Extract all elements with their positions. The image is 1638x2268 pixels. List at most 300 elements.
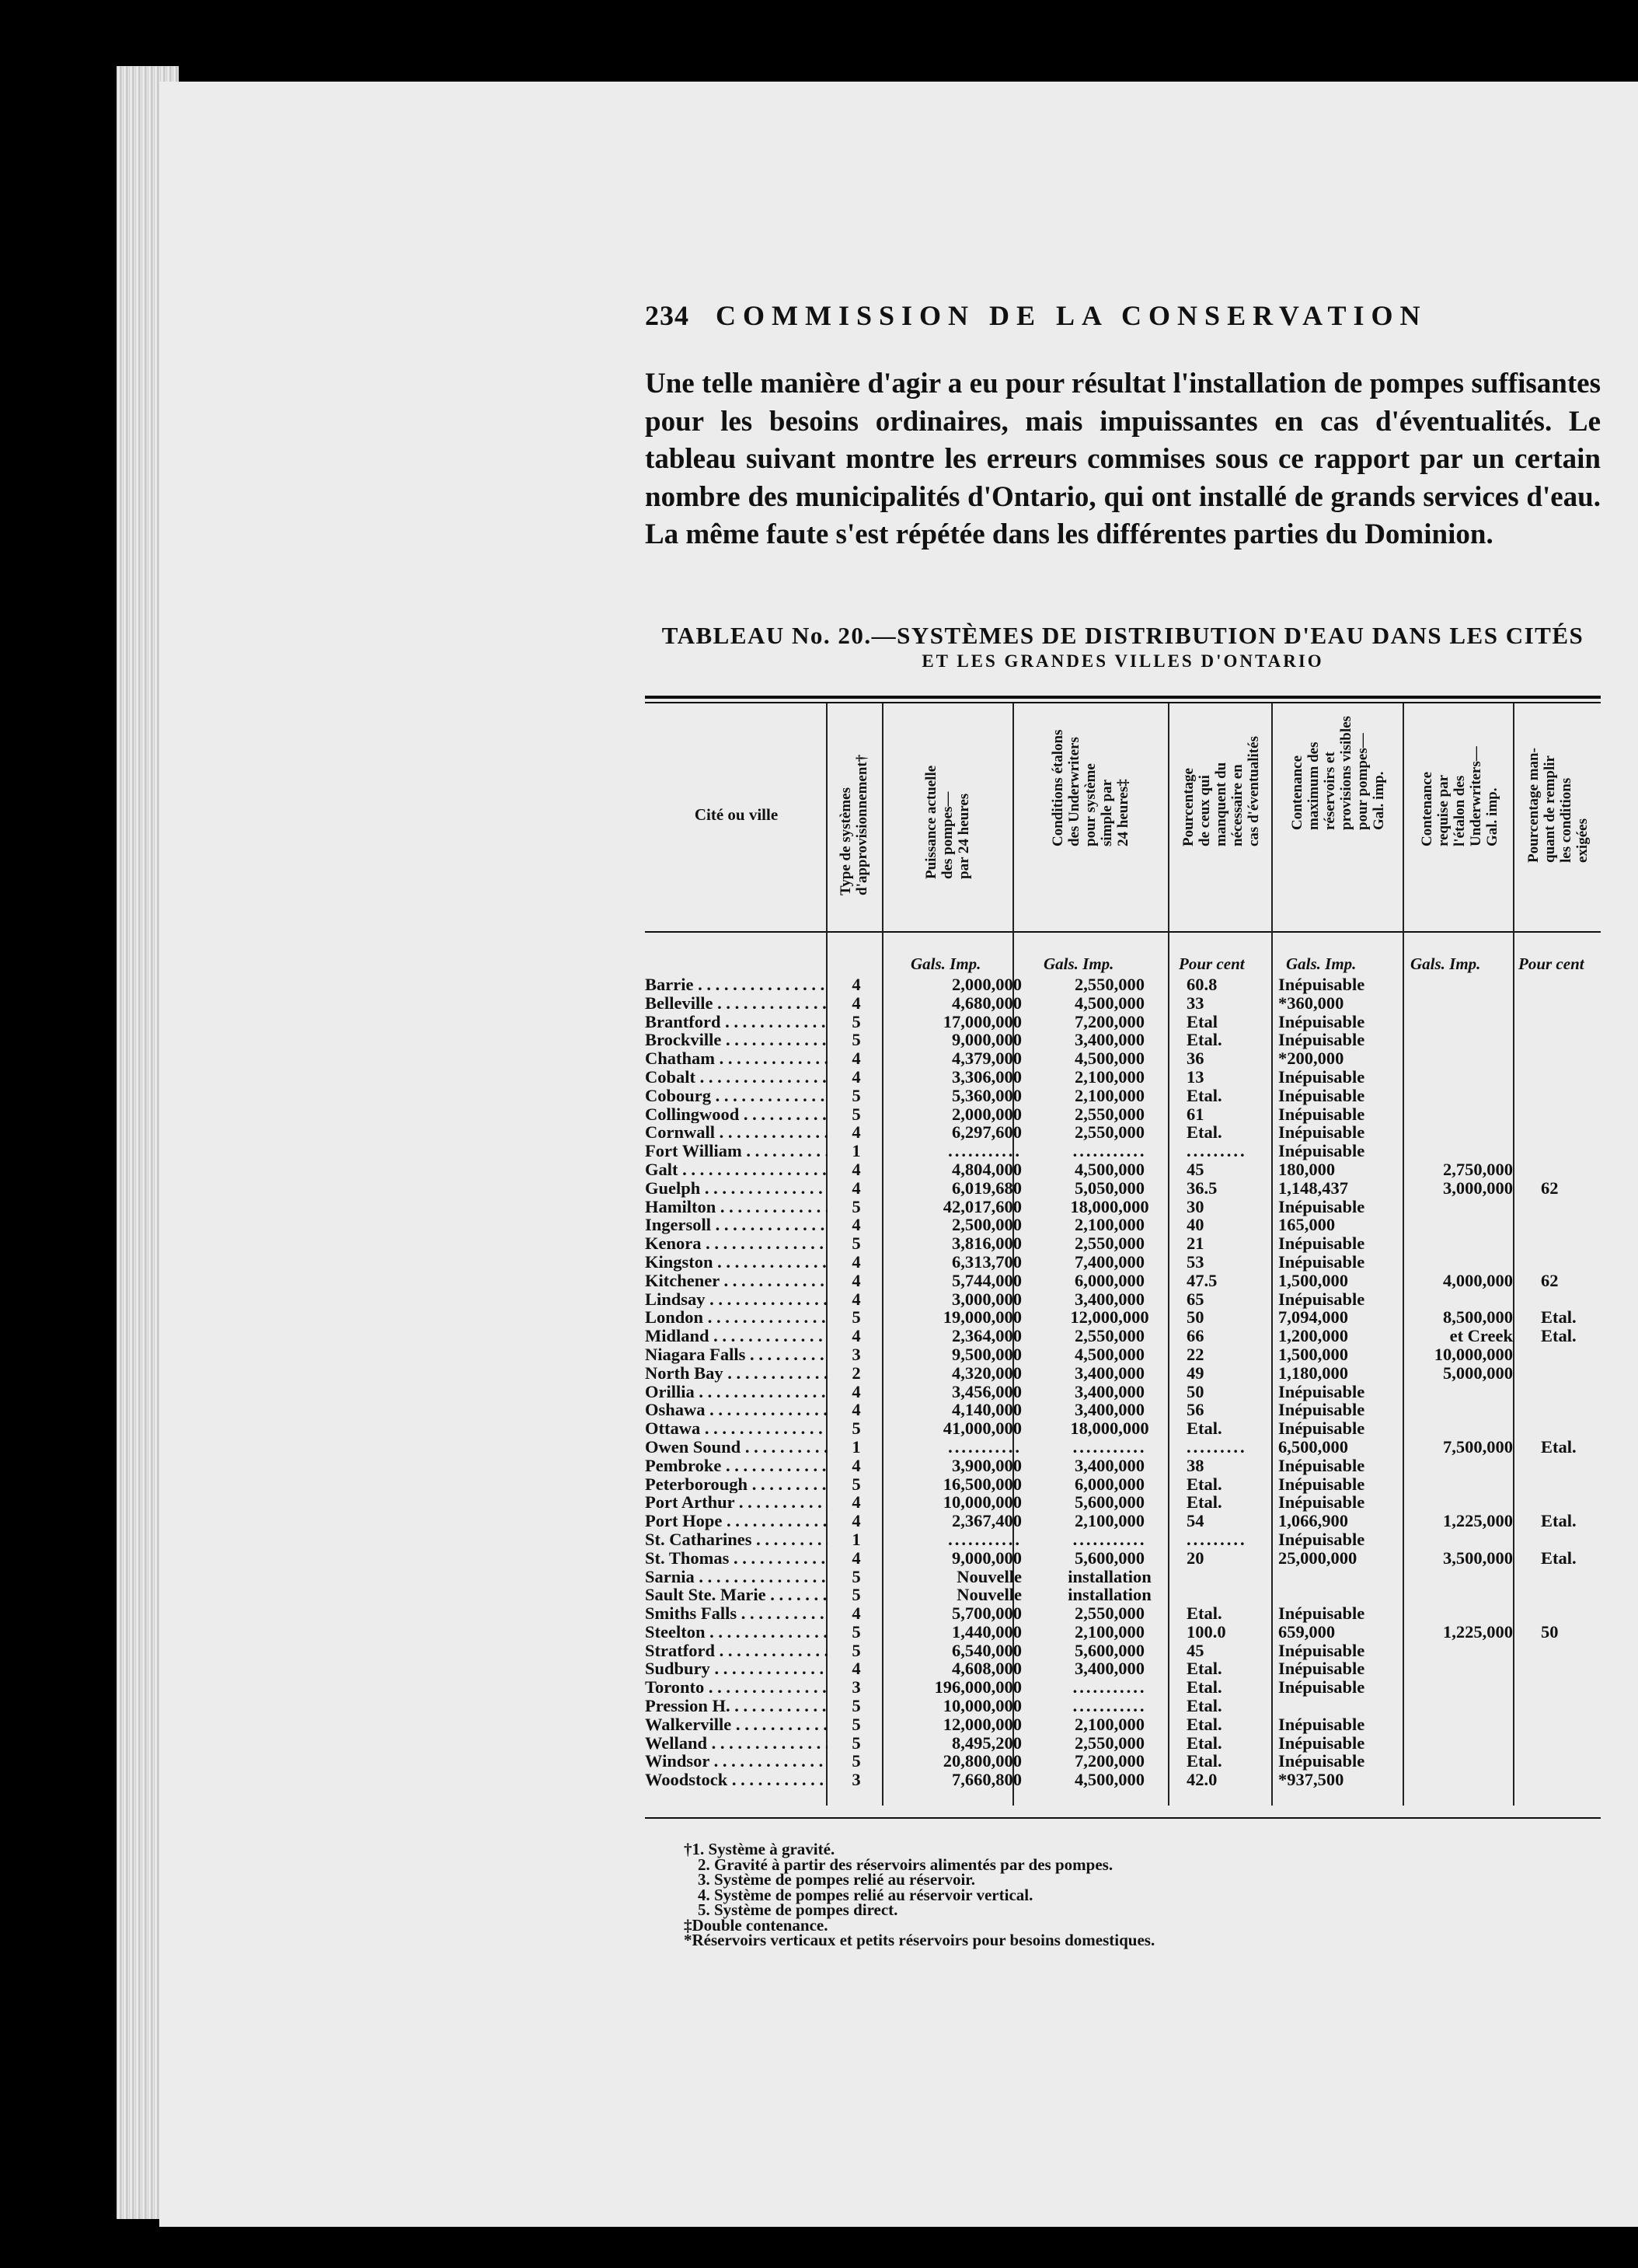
system-type-cell: 1 — [852, 1436, 861, 1457]
max-capacity-cell: Inépuisable — [1278, 1529, 1365, 1549]
column-divider — [882, 703, 883, 1806]
percent-lacking-cell: Etal. — [1187, 1122, 1222, 1143]
pump-capacity-cell: 4,680,000 — [952, 993, 1022, 1013]
pump-capacity-cell: ........... — [948, 1142, 1022, 1160]
column-header-pump-capacity — [886, 700, 1010, 933]
percent-lacking-cell: Etal. — [1187, 1030, 1222, 1050]
city-cell: Sudbury . . . — [645, 1659, 828, 1678]
city-cell: Cobourg . . . — [645, 1087, 828, 1105]
city-cell: Oshawa . . . — [645, 1401, 828, 1419]
max-capacity-cell: Inépuisable — [1278, 1104, 1365, 1124]
underwriters-cell: 3,400,000 — [1075, 1455, 1145, 1475]
max-capacity-cell: Inépuisable — [1278, 1455, 1365, 1475]
percent-lacking-cell: Etal. — [1187, 1751, 1222, 1771]
system-type-cell: 4 — [852, 1251, 861, 1272]
underwriters-cell: 3,400,000 — [1075, 1659, 1145, 1679]
percent-lacking-cell: Etal. — [1187, 1677, 1222, 1698]
pump-capacity-cell: Nouvelle — [957, 1566, 1022, 1586]
column-header-max-capacity — [1275, 700, 1399, 933]
percent-lacking-cell: 38 — [1187, 1455, 1204, 1475]
max-capacity-cell: Inépuisable — [1278, 1085, 1365, 1105]
footnote: 5. Système de pompes direct. — [698, 1900, 898, 1919]
percent-lacking-cell: 65 — [1187, 1289, 1204, 1309]
underwriters-cell: ........... — [1072, 1530, 1147, 1549]
percent-lacking-cell: Etal. — [1187, 1696, 1222, 1716]
column-header-underwriters — [1016, 700, 1164, 933]
footnote: ‡Double contenance. — [684, 1915, 828, 1935]
max-capacity-cell: Inépuisable — [1278, 1011, 1365, 1031]
pump-capacity-cell: 4,804,000 — [952, 1159, 1022, 1179]
pump-capacity-cell: ........... — [948, 1530, 1022, 1549]
system-type-cell: 5 — [852, 1196, 861, 1216]
underwriters-cell: 2,100,000 — [1075, 1066, 1145, 1087]
percent-lacking-cell: 53 — [1187, 1251, 1204, 1272]
system-type-cell: 4 — [852, 1492, 861, 1513]
percent-lacking-cell: Etal. — [1187, 1418, 1222, 1439]
footnote: 3. Système de pompes relié au réservoir. — [698, 1870, 975, 1889]
column-header-required-capacity — [1406, 700, 1511, 933]
pump-capacity-cell: 9,000,000 — [952, 1547, 1022, 1568]
underwriters-cell: 18,000,000 — [1070, 1196, 1149, 1216]
system-type-cell: 4 — [852, 975, 861, 994]
pump-capacity-cell: 19,000,000 — [943, 1307, 1022, 1328]
column-header-required-capacity-text: Contenance requise par l'étalon des Underwriters— Gal. imp. — [1418, 746, 1500, 846]
percent-lacking-cell: 50 — [1187, 1381, 1204, 1401]
required-capacity-cell: 3,500,000 — [1443, 1547, 1513, 1568]
running-header — [645, 299, 1427, 332]
pump-capacity-cell: 5,360,000 — [952, 1085, 1022, 1105]
max-capacity-cell: Inépuisable — [1278, 1196, 1365, 1216]
city-cell: Toronto . . . — [645, 1678, 828, 1697]
pump-capacity-cell: 41,000,000 — [943, 1418, 1022, 1439]
city-cell: St. Catharines . . . — [645, 1530, 828, 1549]
required-capacity-cell: 10,000,000 — [1434, 1344, 1513, 1364]
system-type-cell: 5 — [852, 1714, 861, 1734]
running-title: COMMISSION DE LA CONSERVATION — [716, 300, 1427, 331]
percent-lacking-cell: Etal. — [1187, 1603, 1222, 1624]
max-capacity-cell: Inépuisable — [1278, 1714, 1365, 1734]
required-capacity-cell: 1,225,000 — [1443, 1511, 1513, 1531]
underwriters-cell: 3,400,000 — [1075, 1030, 1145, 1050]
required-capacity-cell: 3,000,000 — [1443, 1178, 1513, 1198]
city-cell: Galt . . . — [645, 1160, 828, 1179]
underwriters-cell: ........... — [1072, 1678, 1147, 1698]
pump-capacity-cell: 2,364,000 — [952, 1326, 1022, 1346]
required-capacity-cell: et Creek — [1449, 1326, 1513, 1346]
table-top-rule — [645, 696, 1601, 699]
city-cell: Ottawa . . . — [645, 1419, 828, 1438]
pump-capacity-cell: 4,320,000 — [952, 1363, 1022, 1383]
city-cell: Brockville . . . — [645, 1031, 828, 1049]
system-type-cell: 5 — [852, 1566, 861, 1586]
max-capacity-cell: Inépuisable — [1278, 1141, 1365, 1161]
percent-lacking-cell: 60.8 — [1187, 975, 1218, 994]
column-header-type — [831, 700, 878, 933]
system-type-cell: 4 — [852, 1122, 861, 1143]
percent-lacking-cell: 100.0 — [1187, 1621, 1226, 1642]
pump-capacity-cell: 1,440,000 — [952, 1621, 1022, 1642]
city-cell: Hamilton . . . — [645, 1198, 828, 1216]
unit-label: Gals. Imp. — [911, 954, 981, 973]
system-type-cell: 4 — [852, 1547, 861, 1568]
system-type-cell: 5 — [852, 1751, 861, 1771]
underwriters-cell: 2,100,000 — [1075, 1215, 1145, 1235]
table-caption — [645, 622, 1601, 672]
system-type-cell: 4 — [852, 1289, 861, 1309]
system-type-cell: 5 — [852, 1418, 861, 1439]
underwriters-cell: 2,550,000 — [1075, 1233, 1145, 1254]
pump-capacity-cell: Nouvelle — [957, 1585, 1022, 1605]
percent-lacking-cell: Etal. — [1187, 1714, 1222, 1734]
underwriters-cell: 2,100,000 — [1075, 1085, 1145, 1105]
percent-lacking-cell: 36.5 — [1187, 1178, 1218, 1198]
percent-failing-cell: 50 — [1541, 1621, 1559, 1642]
system-type-cell: 3 — [852, 1344, 861, 1364]
required-capacity-cell: 5,000,000 — [1443, 1363, 1513, 1383]
system-type-cell: 4 — [852, 1400, 861, 1420]
percent-failing-cell: Etal. — [1541, 1547, 1577, 1568]
city-cell: Smiths Falls . . . — [645, 1604, 828, 1623]
system-type-cell: 4 — [852, 1178, 861, 1198]
percent-lacking-cell: Etal. — [1187, 1659, 1222, 1679]
underwriters-cell: 7,200,000 — [1075, 1751, 1145, 1771]
underwriters-cell: 5,600,000 — [1075, 1547, 1145, 1568]
unit-label: Gals. Imp. — [1286, 954, 1357, 973]
system-type-cell: 4 — [852, 1066, 861, 1087]
underwriters-cell: 2,100,000 — [1075, 1714, 1145, 1734]
city-cell: Lindsay . . . — [645, 1290, 828, 1309]
max-capacity-cell: 1,066,900 — [1278, 1511, 1348, 1531]
max-capacity-cell: Inépuisable — [1278, 1677, 1365, 1698]
column-header-type-text: Type de systèmes d'approvisionnement† — [838, 754, 870, 895]
percent-lacking-cell: 33 — [1187, 993, 1204, 1013]
city-cell: Barrie . . . — [645, 975, 828, 994]
pump-capacity-cell: 2,000,000 — [952, 975, 1022, 994]
city-cell: Belleville . . . — [645, 994, 828, 1013]
pump-capacity-cell: 20,800,000 — [943, 1751, 1022, 1771]
system-type-cell: 5 — [852, 1474, 861, 1494]
percent-lacking-cell: 20 — [1187, 1547, 1204, 1568]
required-capacity-cell: 1,225,000 — [1443, 1621, 1513, 1642]
underwriters-cell: 5,600,000 — [1075, 1492, 1145, 1513]
underwriters-cell: 4,500,000 — [1075, 1159, 1145, 1179]
max-capacity-cell: Inépuisable — [1278, 1659, 1365, 1679]
percent-lacking-cell: 66 — [1187, 1326, 1204, 1346]
percent-lacking-cell: Etal. — [1187, 1492, 1222, 1513]
city-cell: Brantford . . . — [645, 1013, 828, 1031]
underwriters-cell: ........... — [1072, 1437, 1147, 1457]
max-capacity-cell: Inépuisable — [1278, 1122, 1365, 1143]
underwriters-cell: 2,100,000 — [1075, 1621, 1145, 1642]
max-capacity-cell: *360,000 — [1278, 993, 1344, 1013]
system-type-cell: 4 — [852, 1455, 861, 1475]
city-cell: Collingwood . . . — [645, 1105, 828, 1124]
pump-capacity-cell: 2,367,400 — [952, 1511, 1022, 1531]
percent-lacking-cell: 22 — [1187, 1344, 1204, 1364]
percent-lacking-cell: Etal — [1187, 1011, 1218, 1031]
system-type-cell: 4 — [852, 1511, 861, 1531]
percent-lacking-cell: ......... — [1187, 1142, 1247, 1160]
system-type-cell: 5 — [852, 1030, 861, 1050]
underwriters-cell: 6,000,000 — [1075, 1270, 1145, 1290]
system-type-cell: 1 — [852, 1529, 861, 1549]
system-type-cell: 3 — [852, 1770, 861, 1790]
system-type-cell: 4 — [852, 1326, 861, 1346]
pump-capacity-cell: 4,379,000 — [952, 1049, 1022, 1069]
pump-capacity-cell: 196,000,000 — [934, 1677, 1022, 1698]
pump-capacity-cell: 12,000,000 — [943, 1714, 1022, 1734]
column-header-underwriters-text: Conditions étalons des Underwriters pour système simple par 24 heures‡ — [1050, 729, 1131, 846]
required-capacity-cell: 4,000,000 — [1443, 1270, 1513, 1290]
percent-lacking-cell: 30 — [1187, 1196, 1204, 1216]
system-type-cell: 5 — [852, 1732, 861, 1753]
max-capacity-cell: Inépuisable — [1278, 1640, 1365, 1660]
caption-line-2: ET LES GRANDES VILLES D'ONTARIO — [922, 651, 1324, 671]
city-cell: Windsor . . . — [645, 1752, 828, 1771]
unit-label: Gals. Imp. — [1044, 954, 1114, 973]
column-header-percent-lacking — [1172, 700, 1269, 933]
max-capacity-cell: 1,500,000 — [1278, 1270, 1348, 1290]
underwriters-cell: 5,050,000 — [1075, 1178, 1145, 1198]
column-header-max-capacity-text: Contenance maximum des réservoirs et provisions visibles pour pompes— Gal. imp. — [1289, 716, 1387, 830]
system-type-cell: 5 — [852, 1011, 861, 1031]
percent-lacking-cell: 13 — [1187, 1066, 1204, 1087]
required-capacity-cell: 7,500,000 — [1443, 1436, 1513, 1457]
city-cell: Sarnia . . . — [645, 1568, 828, 1586]
footnote: †1. Système à gravité. — [684, 1840, 835, 1858]
system-type-cell: 4 — [852, 1215, 861, 1235]
percent-failing-cell: 62 — [1541, 1270, 1559, 1290]
underwriters-cell: 18,000,000 — [1070, 1418, 1149, 1439]
pump-capacity-cell: 8,495,200 — [952, 1732, 1022, 1753]
max-capacity-cell: 25,000,000 — [1278, 1547, 1357, 1568]
max-capacity-cell: 165,000 — [1278, 1215, 1336, 1235]
footnote: 2. Gravité à partir des réservoirs alimentés par des pompes. — [698, 1855, 1113, 1874]
footnotes — [684, 1842, 1155, 1949]
max-capacity-cell: Inépuisable — [1278, 1732, 1365, 1753]
system-type-cell: 5 — [852, 1585, 861, 1605]
system-type-cell: 5 — [852, 1233, 861, 1254]
percent-lacking-cell: ......... — [1187, 1530, 1247, 1549]
percent-failing-cell: Etal. — [1541, 1307, 1577, 1328]
city-cell: Orillia . . . — [645, 1383, 828, 1401]
percent-lacking-cell: 42.0 — [1187, 1770, 1218, 1790]
underwriters-cell: 12,000,000 — [1070, 1307, 1149, 1328]
percent-lacking-cell: 45 — [1187, 1159, 1204, 1179]
page-number: 234 — [645, 300, 689, 331]
percent-lacking-cell: 50 — [1187, 1307, 1204, 1328]
pump-capacity-cell: 6,540,000 — [952, 1640, 1022, 1660]
pump-capacity-cell: 3,900,000 — [952, 1455, 1022, 1475]
underwriters-cell: 4,500,000 — [1075, 1049, 1145, 1069]
city-cell: Port Hope . . . — [645, 1512, 828, 1530]
pump-capacity-cell: 3,306,000 — [952, 1066, 1022, 1087]
city-cell: Pembroke . . . — [645, 1457, 828, 1475]
max-capacity-cell: 6,500,000 — [1278, 1436, 1348, 1457]
max-capacity-cell: Inépuisable — [1278, 1289, 1365, 1309]
underwriters-cell: installation — [1068, 1566, 1152, 1586]
max-capacity-cell: *200,000 — [1278, 1049, 1344, 1069]
pump-capacity-cell: 16,500,000 — [943, 1474, 1022, 1494]
city-cell: Kenora . . . — [645, 1234, 828, 1253]
column-header-city: Cité ou ville — [694, 805, 779, 824]
system-type-cell: 5 — [852, 1085, 861, 1105]
required-capacity-cell: 8,500,000 — [1443, 1307, 1513, 1328]
system-type-cell: 3 — [852, 1677, 861, 1698]
column-header-percent-failing — [1515, 700, 1601, 933]
city-cell: Chatham . . . — [645, 1049, 828, 1068]
percent-lacking-cell: Etal. — [1187, 1732, 1222, 1753]
max-capacity-cell: Inépuisable — [1278, 1030, 1365, 1050]
system-type-cell: 5 — [852, 1104, 861, 1124]
city-cell: London . . . — [645, 1308, 828, 1327]
underwriters-cell: 4,500,000 — [1075, 993, 1145, 1013]
pump-capacity-cell: 42,017,600 — [943, 1196, 1022, 1216]
city-cell: Steelton . . . — [645, 1623, 828, 1642]
percent-lacking-cell: 49 — [1187, 1363, 1204, 1383]
pump-capacity-cell: 6,019,680 — [952, 1178, 1022, 1198]
percent-lacking-cell: 36 — [1187, 1049, 1204, 1069]
unit-label: Pour cent — [1518, 954, 1584, 973]
underwriters-cell: 7,200,000 — [1075, 1011, 1145, 1031]
caption-line-1: TABLEAU No. 20.—SYSTÈMES DE DISTRIBUTION D'EAU DANS LES CITÉS — [661, 622, 1584, 649]
city-cell: Owen Sound . . . — [645, 1438, 828, 1457]
pump-capacity-cell: 10,000,000 — [943, 1696, 1022, 1716]
unit-label: Pour cent — [1179, 954, 1245, 973]
max-capacity-cell: Inépuisable — [1278, 1233, 1365, 1254]
column-header-percent-lacking-text: Pourcentage de ceux qui manquent du nécessaire en cas d'éventualités — [1180, 736, 1262, 846]
max-capacity-cell: *937,500 — [1278, 1770, 1344, 1790]
city-cell: Welland . . . — [645, 1734, 828, 1753]
max-capacity-cell: Inépuisable — [1278, 1474, 1365, 1494]
pump-capacity-cell: 6,313,700 — [952, 1251, 1022, 1272]
city-cell: Fort William . . . — [645, 1142, 828, 1160]
max-capacity-cell: 1,180,000 — [1278, 1363, 1348, 1383]
underwriters-cell: 3,400,000 — [1075, 1363, 1145, 1383]
pump-capacity-cell: 5,744,000 — [952, 1270, 1022, 1290]
percent-lacking-cell: ......... — [1187, 1437, 1247, 1457]
pump-capacity-cell: 17,000,000 — [943, 1011, 1022, 1031]
max-capacity-cell: Inépuisable — [1278, 1381, 1365, 1401]
underwriters-cell: 4,500,000 — [1075, 1344, 1145, 1364]
city-cell: Guelph . . . — [645, 1179, 828, 1198]
system-type-cell: 4 — [852, 1659, 861, 1679]
underwriters-cell: 2,550,000 — [1075, 1603, 1145, 1624]
underwriters-cell: 2,550,000 — [1075, 1104, 1145, 1124]
percent-lacking-cell: 56 — [1187, 1400, 1204, 1420]
city-cell: St. Thomas . . . — [645, 1549, 828, 1568]
column-header-percent-failing-text: Pourcentage man- quant de remplir les conditions exigées — [1525, 748, 1591, 863]
max-capacity-cell: 180,000 — [1278, 1159, 1336, 1179]
system-type-cell: 2 — [852, 1363, 861, 1383]
intro-text: Une telle manière d'agir a eu pour résultat l'installation de pompes suffisantes pour les besoins ordinaires, mais impuissantes en cas d'éventualités. Le tableau suivant montre les erreurs commises sous ce rapport par un certain nombre des municipalités d'Ontario, qui ont installé de grands services d'eau. La même faute s'est répétée dans les différentes parties du Dominion. — [645, 368, 1601, 550]
pump-capacity-cell: 2,000,000 — [952, 1104, 1022, 1124]
system-type-cell: 4 — [852, 1049, 861, 1069]
max-capacity-cell: Inépuisable — [1278, 1492, 1365, 1513]
intro-paragraph — [645, 365, 1601, 554]
underwriters-cell: ........... — [1072, 1697, 1147, 1715]
footnote: 4. Système de pompes relié au réservoir vertical. — [698, 1885, 1033, 1904]
pump-capacity-cell: 9,000,000 — [952, 1030, 1022, 1050]
column-divider — [1513, 703, 1514, 1806]
system-type-cell: 4 — [852, 1159, 861, 1179]
city-cell: Woodstock . . . — [645, 1771, 828, 1789]
underwriters-cell: 4,500,000 — [1075, 1770, 1145, 1790]
city-cell: Walkerville . . . — [645, 1715, 828, 1734]
required-capacity-cell: 2,750,000 — [1443, 1159, 1513, 1179]
max-capacity-cell: 1,500,000 — [1278, 1344, 1348, 1364]
max-capacity-cell: Inépuisable — [1278, 1400, 1365, 1420]
pump-capacity-cell: 9,500,000 — [952, 1344, 1022, 1364]
pump-capacity-cell: 10,000,000 — [943, 1492, 1022, 1513]
system-type-cell: 4 — [852, 993, 861, 1013]
city-cell: Midland . . . — [645, 1327, 828, 1345]
city-cell: Pression H. . . . — [645, 1697, 828, 1715]
percent-lacking-cell: 40 — [1187, 1215, 1204, 1235]
max-capacity-cell: Inépuisable — [1278, 1418, 1365, 1439]
city-cell: Kitchener . . . — [645, 1272, 828, 1290]
underwriters-cell: ........... — [1072, 1142, 1147, 1160]
underwriters-cell: 2,550,000 — [1075, 1732, 1145, 1753]
max-capacity-cell: Inépuisable — [1278, 1603, 1365, 1624]
underwriters-cell: 5,600,000 — [1075, 1640, 1145, 1660]
percent-lacking-cell: 47.5 — [1187, 1270, 1218, 1290]
city-cell: Kingston . . . — [645, 1253, 828, 1272]
footnote: *Réservoirs verticaux et petits réservoirs pour besoins domestiques. — [684, 1931, 1155, 1949]
unit-label: Gals. Imp. — [1410, 954, 1481, 973]
underwriters-cell: 2,550,000 — [1075, 1122, 1145, 1143]
underwriters-cell: 2,550,000 — [1075, 975, 1145, 994]
percent-lacking-cell: 61 — [1187, 1104, 1204, 1124]
underwriters-cell: installation — [1068, 1585, 1152, 1605]
underwriters-cell: 7,400,000 — [1075, 1251, 1145, 1272]
max-capacity-cell: 1,200,000 — [1278, 1326, 1348, 1346]
percent-failing-cell: Etal. — [1541, 1326, 1577, 1346]
pump-capacity-cell: 3,816,000 — [952, 1233, 1022, 1254]
percent-lacking-cell: Etal. — [1187, 1474, 1222, 1494]
max-capacity-cell: Inépuisable — [1278, 1066, 1365, 1087]
max-capacity-cell: Inépuisable — [1278, 1251, 1365, 1272]
pump-capacity-cell: 4,140,000 — [952, 1400, 1022, 1420]
city-cell: Sault Ste. Marie . . . — [645, 1586, 828, 1604]
percent-failing-cell: Etal. — [1541, 1436, 1577, 1457]
percent-lacking-cell: 54 — [1187, 1511, 1204, 1531]
city-cell: Port Arthur . . . — [645, 1493, 828, 1512]
percent-lacking-cell: Etal. — [1187, 1085, 1222, 1105]
max-capacity-cell: 1,148,437 — [1278, 1178, 1348, 1198]
percent-lacking-cell: 45 — [1187, 1640, 1204, 1660]
system-type-cell: 5 — [852, 1696, 861, 1716]
pump-capacity-cell: 2,500,000 — [952, 1215, 1022, 1235]
city-cell: Cornwall . . . — [645, 1123, 828, 1142]
city-cell: Ingersoll . . . — [645, 1216, 828, 1234]
system-type-cell: 5 — [852, 1307, 861, 1328]
max-capacity-cell: Inépuisable — [1278, 1751, 1365, 1771]
city-cell: Niagara Falls . . . — [645, 1345, 828, 1364]
system-type-cell: 4 — [852, 1270, 861, 1290]
percent-failing-cell: Etal. — [1541, 1511, 1577, 1531]
percent-failing-cell: 62 — [1541, 1178, 1559, 1198]
underwriters-cell: 6,000,000 — [1075, 1474, 1145, 1494]
system-type-cell: 5 — [852, 1621, 861, 1642]
pump-capacity-cell: ........... — [948, 1437, 1022, 1457]
system-type-cell: 5 — [852, 1640, 861, 1660]
pump-capacity-cell: 4,608,000 — [952, 1659, 1022, 1679]
pump-capacity-cell: 5,700,000 — [952, 1603, 1022, 1624]
underwriters-cell: 2,550,000 — [1075, 1326, 1145, 1346]
city-cell: Peterborough . . . — [645, 1475, 828, 1494]
table-bottom-rule — [645, 1817, 1601, 1819]
